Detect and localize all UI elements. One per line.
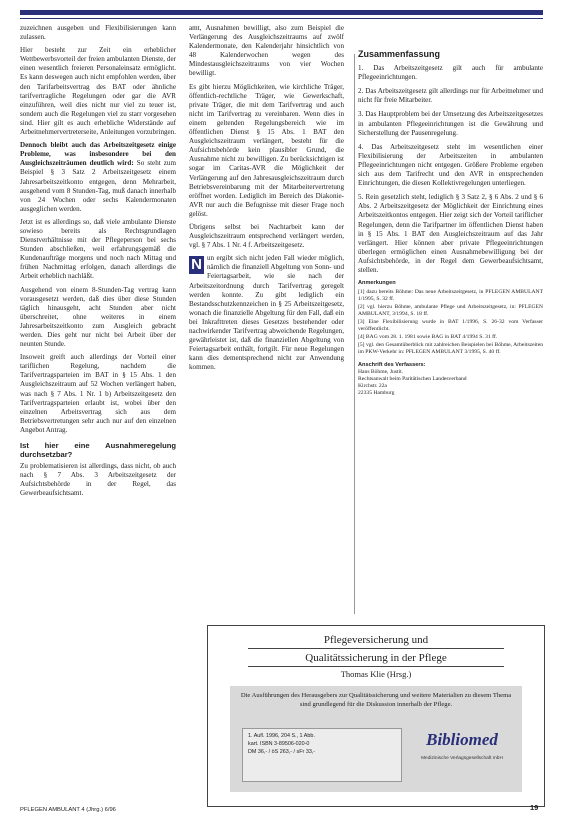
ad-order-info xyxy=(242,728,402,782)
order-line: 1. Aufl. 1996, 204 S., 1 Abb. xyxy=(248,733,315,739)
paragraph: Zu problematisieren ist allerdings, dass nicht, ob auch nach § 7 Abs. 3 Arbeitszeitgesetz der Aufsichtsbehörde in der Regel, das Gewerbeaufsichtsamt. xyxy=(20,462,176,498)
ad-title-line-1: Pflegeversicherung und xyxy=(248,632,504,649)
column-2 xyxy=(189,24,344,376)
header-rule-thin xyxy=(20,18,543,19)
header-rule-thick xyxy=(20,10,543,15)
footer-journal: PFLEGEN AMBULANT 4 (Jhrg.) 6/96 xyxy=(20,807,116,813)
address-title: Anschrift des Verfassers: xyxy=(358,362,426,369)
notes-title: Anmerkungen xyxy=(358,280,396,287)
summary-item: 2. Das Arbeitszeitgesetz gilt allerdings nur für Arbeitnehmer und nicht für freie Mitarbeiter. xyxy=(358,87,543,105)
ad-editor: Thomas Klie (Hrsg.) xyxy=(340,669,412,679)
summary-item: 4. Das Arbeitszeitgesetz steht im wesentlichen einer Flexibilisierung der Arbeitszeiten in ambulanten Pflegeeinrichtungen nicht entgegen. Größere Probleme ergeben sich aus dem Tarifrecht und den AVR in entsprechenden Einrichtungen, die diesen Kollektivregelungen unterliegen. xyxy=(358,142,543,188)
summary-item: 1. Das Arbeitszeitgesetz gilt auch für ambulante Pflegeeinrichtungen. xyxy=(358,64,543,82)
section-heading: Ist hier eine Ausnahmeregelung durchsetzbar? xyxy=(20,441,176,460)
book-advertisement xyxy=(207,625,545,807)
paragraph-with-dropcap xyxy=(189,254,344,372)
note-item: [4] BAG vom 28. 1. 1981 sowie BAG in BAT 4/1994 S. 31 ff. xyxy=(358,334,498,341)
note-item: [5] vgl. den Gesamtüberblick mit zahlreichen Beispielen bei Böhme, Arbeitszeiten im PKW-Verkehr in: PFLEGEN AMBULANT 3/1995, S. 40 ff. xyxy=(358,342,543,356)
address-line: Kirchstr. 22a xyxy=(358,383,387,390)
note-item: [1] dazu bereits Böhme: Das neue Arbeitszeitgesetz, in PFLEGEN AMBULANT 1/1995, S. 32 ff. xyxy=(358,289,543,303)
note-item: [2] vgl. hierzu Böhme, ambulante Pflege und Arbeitszeitgesetz, in: PFLEGEN AMBULANT, 3/1994, S. 18 ff. xyxy=(358,304,543,318)
paragraph: Ausgehend von einem 8-Stunden-Tag vertrag kann vorausgesetzt werden, daß dies über diese Stunden täglich hinausgeht, acht Stunden aber nicht überschreitet, ohne weiteres in einem Jahresarbeitszeitkonto zum Ausgleich gebracht werden. Dies geht nur nicht bei Arbeit über der neunten Stunde. xyxy=(20,285,176,349)
paragraph: Hier besteht zur Zeit ein erheblicher Wettbewerbsvorteil der freien ambulanten Dienste, der einen wesentlich freieren Personaleinsatz ermöglicht. Es kann deswegen auch nicht empfohlen werden, über den Tarifarbeitsvertrag des BAT oder ähnliche tarifvertragliche Regelungen oder gar die AVR einzuführen, weil dies nicht nur viel zu teuer ist, sondern auch die Regelungen viel zu starr vorgesehen sind. Hier gilt es auch erhebliche Widerstände auf Arbeitnehmervertreterseite, Anleitungen vorzubringen. xyxy=(20,46,177,137)
paragraph-text: So steht zum Beispiel § 3 Satz 2 Arbeitszeitgesetz einem Jahresarbeitszeitkonto entgegen, denn Mehrarbeit, ausgehend vom 8 Stunden-Tag, muß danach innerhalb von 24 Wochen oder sechs Kalendermonaten ausgeglichen werden. xyxy=(20,159,176,213)
page-number: 19 xyxy=(530,803,539,812)
address-line: 22335 Hamburg xyxy=(358,390,395,397)
note-item: [3] Eine Flexibilisierung wurde in BAT 1/1996, S. 26-32 vom Verfasser veröffentlicht. xyxy=(358,319,543,333)
dropcap: N xyxy=(189,256,204,274)
paragraph-text: un ergibt sich nicht jeden Fall wieder möglich, nämlich die finanziell Abgeltung von Sonn- und Feiertagsarbeit, wie sie nach der Arbeitszeitordnung durch Tarifvertrag geregelt werden konnte. Zu gibt lediglich ein Bestandsschutzkennzeichen in § 25 Arbeitszeitgesetz, wonach die finanzielle Abgeltung für den Fall, daß ein bei Inkrafttreten dieses Gesetzes bestehender oder nachwirkender Tarifvertrag abweichende Regelungen, gewährleistet ist, daß die finanziellen Abgeltung von Feiertagsarbeit enthält, fortgilt. Für neue Regelungen kann dies dementsprechend nicht zur Anwendung kommen. xyxy=(189,254,344,372)
column-1 xyxy=(20,24,176,502)
author-address xyxy=(358,362,543,397)
order-line: kart. ISBN 3-89506-020-0 xyxy=(248,741,310,748)
paragraph: Übrigens selbst bei Nachtarbeit kann der Ausgleichszeitraum entsprechend verlängert werden, vgl. § 7 Abs. 1 Nr. 4 f. Arbeitszeitgesetz. xyxy=(189,222,344,250)
paragraph: Es gibt hierzu Möglichkeiten, wie kirchliche Träger, öffentlich-rechtliche Träger, wie Gewerkschaft, private Träger, die mit dem Tarifvertrag und auch nicht im Tarifvertrag zu vereinbaren. Wenn dies in einem geltenden Regelungsbereich wie im öffentlichen Dienst § 15 Abs. 1 BAT den Ausgleichszeitraum verlängert, besteht für die Aufsichtsbehörde kein plausibler Grund, die Ausnahme nicht zu bewilligen. Zu berücksichtigen ist sogar im Caritas-AVR die Möglichkeit der Verlängerung auf den Jahresausgleichszeitraum durch Betriebsvereinbarung mit der Mitarbeitervertretung eröffnet worden. Lediglich im Bereich des Diakonie-AVR nur auch die Befugnisse mit dieser Frage noch gelöst. xyxy=(189,82,344,218)
ad-title-line-2: Qualitätssicherung in der Pflege xyxy=(248,650,504,667)
summary-item: 5. Rein gesetzlich steht, lediglich § 3 Satz 2, § 6 Abs. 2 und § 6 Abs. 2 Arbeitszeitgesetz der Möglichkeit der Einrichtung eines Arbeitszeitkontos entgegen. Hier zeigt sich der Vorteil tariflicher Regelungen, denn die Tarifpartner im öffentlichen Dienst haben in § 15 Abs. 1 BAT den Ausgleichszeitraum auf das Jahr verlängert. Hier können aber private Pflegeeinrichtungen überlegen ermöglichen einen Ausnahmebewilligung bei der Aufsichtsbehörde, in der Regel dem Gewerbeaufsichtsamt, stellen. xyxy=(358,193,543,274)
address-line: Hans Böhme, Justit. xyxy=(358,369,404,376)
ad-body xyxy=(230,686,522,792)
publisher-subtitle: Medizinische Verlagsgesellschaft mbH xyxy=(421,756,503,761)
summary-column xyxy=(358,50,543,397)
address-line: Rechtsanwalt beim Paritätischen Landesverband xyxy=(358,376,467,383)
publisher-logo: Bibliomed xyxy=(426,730,498,749)
paragraph: Insoweit greift auch allerdings der Vorteil einer tariflichen Regelung, nachdem die Tarifvertragsparteien im BAT in § 15 Abs. 1 den Ausgleichszeitraum auf 52 Wochen verlängert haben, was nach § 7 Abs. 1 Nr. 1 b) Arbeitszeitgesetz den Tarifvertragsparteien erlaubt ist, wobei über den einzelnen Arbeitsvertrag sich aus dem Betriebsvertretungen sehr auch nur auf den einzelnen Angebot Antrag. xyxy=(20,353,176,434)
summary-item: 3. Das Hauptproblem bei der Umsetzung des Arbeitszeitgesetzes in ambulanten Pflegeeinrichtungen ist die Gewährung und Sicherstellung der Pausenregelung. xyxy=(358,110,543,137)
ad-description: Die Ausführungen des Herausgebers zur Qualitätssicherung und weitere Materialien zu diesem Thema sind grundlegend für die Diskussion innerhalb der Pflege. xyxy=(240,692,512,708)
paragraph: zuzeichnen ausgeben und Flexibilisierungen kann zulassen. xyxy=(20,24,176,42)
order-line: DM 36,- / öS 263,- / sFr 33,- xyxy=(248,749,316,756)
summary-title: Zusammenfassung xyxy=(358,49,441,59)
bold-lead: Dennoch bleibt auch das Arbeitszeitgesetz einige Probleme, was insbesondere bei den Ausgleichszeiträumen deutlich wird: xyxy=(20,141,176,168)
paragraph: amt, Ausnahmen bewilligt, also zum Beispiel die Verlängerung des Ausgleichszeitraums auf zwölf Kalendermonate, den Kalenderjahr hinsichtlich von 48 Kalenderwochen wegen des Mindestausgleichszeitraums von vier Wochen bewilligt. xyxy=(189,24,344,78)
paragraph: Jetzt ist es allerdings so, daß viele ambulante Dienste sowieso bereits als Rechtsgrundlagen Dienstverhältnisse mit der Pflegeperson bei sechs Stunden abschließen, weil erfahrungsgemäß die Kundenaufträge morgens und noch nach Mittag und frühen Nachmittag erfolgen, danach allerdings die Arbeit erheblich nachläßt. xyxy=(20,217,176,281)
paragraph-bold-lead xyxy=(20,141,176,214)
notes xyxy=(358,280,543,356)
